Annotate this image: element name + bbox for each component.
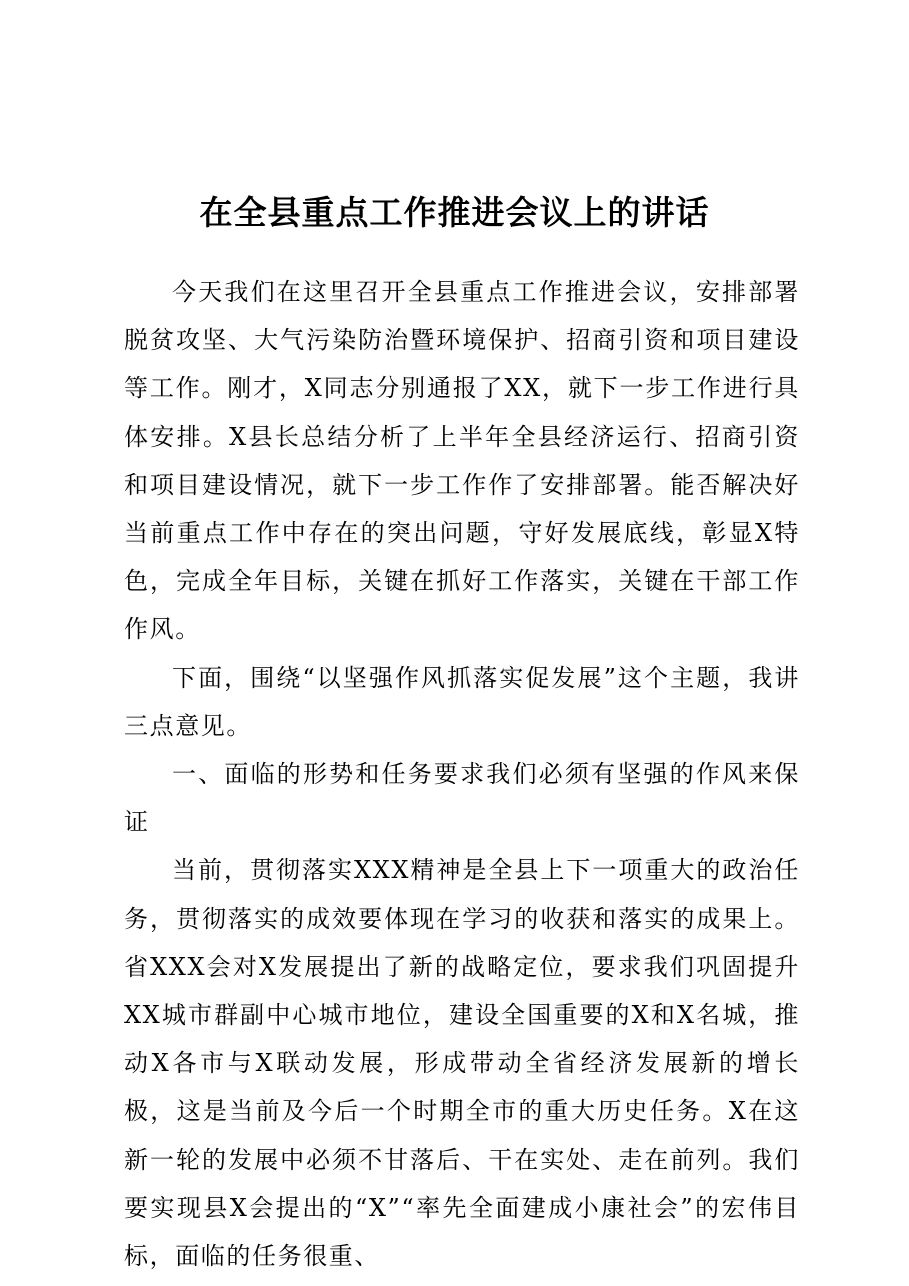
section-heading-1: 一、面临的形势和任务要求我们必须有坚强的作风来保证 — [124, 760, 800, 837]
document-title: 在全县重点工作推进会议上的讲话 — [199, 193, 710, 232]
paragraph-situation: 当前，贯彻落实XXX精神是全县上下一项重大的政治任务，贯彻落实的成效要体现在学习的收获和落实的成果上。省XXX会对X发展提出了新的战略定位，要求我们巩固提升XX城市群副中心城市地位，建设全国重要的X和X名城，推动X各市与X联动发展，形成带动全省经济发展新的增长极，这是当前及今后一个时期全市的重大历史任务。X在这新一轮的发展中必须不甘落后、干在实处、走在前列。我们要实现县X会提出的“X”“率先全面建成小康社会”的宏伟目标，面临的任务很重、 — [124, 856, 800, 1271]
paragraph-theme: 下面，围绕“以坚强作风抓落实促发展”这个主题，我讲三点意见。 — [124, 663, 800, 740]
paragraph-intro: 今天我们在这里召开全县重点工作推进会议，安排部署脱贫攻坚、大气污染防治暨环境保护、招商引资和项目建设等工作。刚才，X同志分别通报了XX，就下一步工作进行具体安排。X县长总结分析了上半年全县经济运行、招商引资和项目建设情况，就下一步工作作了安排部署。能否解决好当前重点工作中存在的突出问题，守好发展底线，彰显X特色，完成全年目标，关键在抓好工作落实，关键在干部工作作风。 — [124, 278, 800, 644]
document-body — [124, 268, 800, 1280]
